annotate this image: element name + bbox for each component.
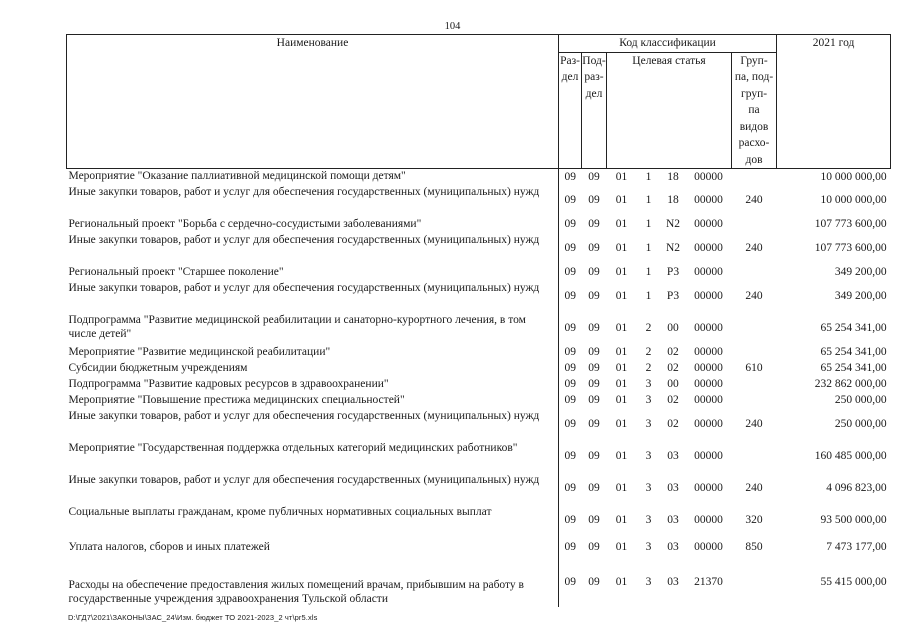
row-cs-event: N2	[665, 242, 681, 255]
row-cs-subprogram: 1	[645, 218, 652, 231]
row-cs-subprogram: 3	[645, 378, 652, 391]
row-razdel: 09	[559, 281, 582, 313]
table-row	[67, 345, 891, 361]
row-name: Иные закупки товаров, работ и услуг для обеспечения государственных (муниципальных) нужд	[68, 409, 540, 422]
row-cs-subprogram: 3	[645, 394, 652, 407]
row-razdel: 09	[559, 393, 582, 409]
row-expense-group	[732, 217, 777, 233]
row-cs-event: 00	[667, 378, 679, 391]
row-expense-group	[732, 441, 777, 473]
row-name: Подпрограмма "Развитие медицинской реабилитации и санаторно-курортного лечения, в том числе детей"	[68, 313, 526, 340]
row-cs-direction: 00000	[694, 541, 723, 554]
row-cs-subprogram: 2	[645, 322, 652, 335]
row-cs-program: 01	[615, 450, 628, 463]
row-cs-direction: 00000	[694, 346, 723, 359]
row-cs-event: 02	[667, 362, 679, 375]
budget-table	[66, 34, 891, 607]
row-cs-subprogram: 1	[645, 170, 652, 183]
row-cs-event: N2	[665, 218, 681, 231]
table-row	[67, 441, 891, 473]
table-body	[67, 169, 891, 607]
header-expense-group: Груп- па, под- груп- па видов расхо- дов	[732, 52, 777, 169]
row-expense-group: 240	[745, 482, 763, 495]
row-cs-program: 01	[615, 418, 628, 431]
row-cs-program: 01	[615, 170, 628, 183]
row-expense-group: 850	[745, 541, 763, 554]
row-podrazdel: 09	[588, 194, 600, 207]
row-razdel: 09	[559, 505, 582, 537]
row-expense-group: 320	[745, 514, 763, 527]
row-cs-program: 01	[615, 541, 628, 554]
table-row	[67, 361, 891, 377]
row-name: Мероприятие "Государственная поддержка отдельных категорий медицинских работников"	[68, 441, 518, 454]
row-cs-direction: 00000	[694, 266, 723, 279]
header-year: 2021 год	[777, 35, 891, 169]
row-cs-program: 01	[615, 576, 628, 589]
row-cs-subprogram: 1	[645, 242, 652, 255]
header-section: Раз- дел	[559, 52, 582, 169]
row-podrazdel: 09	[588, 290, 600, 303]
row-razdel: 09	[559, 441, 582, 473]
header-target-article: Целевая статья	[607, 52, 732, 169]
row-razdel: 09	[559, 345, 582, 361]
row-cs-direction: 00000	[694, 362, 723, 375]
row-cs-direction: 00000	[694, 218, 723, 231]
row-cs-direction: 00000	[694, 450, 723, 463]
row-cs-program: 01	[615, 322, 628, 335]
row-cs-program: 01	[615, 266, 628, 279]
row-name: Подпрограмма "Развитие кадровых ресурсов в здравоохранении"	[68, 377, 389, 390]
row-amount: 93 500 000,00	[820, 514, 887, 527]
row-cs-subprogram: 1	[645, 266, 652, 279]
table-row	[67, 377, 891, 393]
row-cs-subprogram: 2	[645, 362, 652, 375]
row-expense-group: 240	[745, 418, 763, 431]
row-razdel: 09	[559, 169, 582, 185]
table-row	[67, 217, 891, 233]
table-row	[67, 559, 891, 607]
row-name: Уплата налогов, сборов и иных платежей	[68, 541, 270, 554]
row-cs-subprogram: 1	[645, 194, 652, 207]
header-subsection: Под- раз- дел	[582, 52, 607, 169]
row-cs-event: 02	[667, 346, 679, 359]
row-cs-subprogram: 2	[645, 346, 652, 359]
row-cs-subprogram: 3	[645, 418, 652, 431]
row-expense-group	[732, 377, 777, 393]
row-expense-group	[732, 345, 777, 361]
table-row	[67, 537, 891, 559]
row-name: Региональный проект "Старшее поколение"	[68, 265, 284, 278]
row-razdel: 09	[559, 217, 582, 233]
row-podrazdel: 09	[588, 541, 600, 554]
table-row	[67, 505, 891, 537]
row-cs-event: 03	[667, 514, 679, 527]
row-cs-program: 01	[615, 378, 628, 391]
row-cs-subprogram: 3	[645, 482, 652, 495]
row-podrazdel: 09	[588, 394, 600, 407]
row-cs-direction: 00000	[694, 290, 723, 303]
row-podrazdel: 09	[588, 576, 600, 589]
row-podrazdel: 09	[588, 242, 600, 255]
row-cs-direction: 00000	[694, 242, 723, 255]
row-amount: 55 415 000,00	[820, 576, 887, 589]
row-cs-event: 03	[667, 482, 679, 495]
row-cs-direction: 00000	[694, 482, 723, 495]
row-cs-event: 03	[667, 450, 679, 463]
row-razdel: 09	[559, 409, 582, 441]
row-razdel: 09	[559, 537, 582, 559]
row-amount: 107 773 600,00	[814, 242, 887, 255]
table-row	[67, 233, 891, 265]
header-classification: Код классификации	[559, 35, 777, 53]
row-amount: 7 473 177,00	[826, 541, 887, 554]
row-cs-event: 02	[667, 394, 679, 407]
row-cs-program: 01	[615, 346, 628, 359]
row-expense-group: 240	[745, 242, 763, 255]
row-amount: 65 254 341,00	[820, 346, 887, 359]
row-amount: 349 200,00	[834, 290, 887, 303]
row-amount: 250 000,00	[834, 418, 887, 431]
row-cs-program: 01	[615, 194, 628, 207]
row-expense-group	[732, 393, 777, 409]
header-name: Наименование	[67, 35, 559, 169]
row-cs-event: P3	[666, 290, 680, 303]
row-podrazdel: 09	[588, 418, 600, 431]
row-cs-event: 18	[667, 170, 679, 183]
page-number: 104	[444, 21, 461, 32]
table-row	[67, 313, 891, 345]
row-name: Иные закупки товаров, работ и услуг для обеспечения государственных (муниципальных) нужд	[68, 233, 540, 246]
row-amount: 250 000,00	[834, 394, 887, 407]
row-razdel: 09	[559, 377, 582, 393]
row-cs-direction: 00000	[694, 170, 723, 183]
row-name: Иные закупки товаров, работ и услуг для обеспечения государственных (муниципальных) нужд	[68, 185, 540, 198]
row-razdel: 09	[559, 233, 582, 265]
row-razdel: 09	[559, 185, 582, 217]
file-path-footer: D:\ГД7\2021\ЗАКОНЫ\ЗАС_24\Изм. бюджет ТО 2021-2023_2 чт\pr5.xls	[68, 613, 318, 622]
row-amount: 65 254 341,00	[820, 362, 887, 375]
row-cs-direction: 00000	[694, 194, 723, 207]
row-name: Мероприятие "Развитие медицинской реабилитации"	[68, 345, 331, 358]
row-podrazdel: 09	[588, 218, 600, 231]
row-expense-group: 240	[745, 194, 763, 207]
row-cs-direction: 00000	[694, 378, 723, 391]
row-amount: 232 862 000,00	[814, 378, 887, 391]
row-name: Иные закупки товаров, работ и услуг для обеспечения государственных (муниципальных) нужд	[68, 473, 540, 486]
table-row	[67, 393, 891, 409]
row-name: Мероприятие "Повышение престижа медицинских специальностей"	[68, 393, 405, 406]
row-cs-direction: 00000	[694, 514, 723, 527]
row-expense-group	[732, 265, 777, 281]
row-cs-direction: 00000	[694, 322, 723, 335]
row-podrazdel: 09	[588, 346, 600, 359]
row-expense-group	[732, 169, 777, 185]
row-razdel: 09	[559, 559, 582, 607]
row-amount: 65 254 341,00	[820, 322, 887, 335]
row-cs-event: 18	[667, 194, 679, 207]
row-razdel: 09	[559, 313, 582, 345]
row-name: Региональный проект "Борьба с сердечно-сосудистыми заболеваниями"	[68, 217, 422, 230]
row-cs-program: 01	[615, 218, 628, 231]
row-cs-program: 01	[615, 242, 628, 255]
row-expense-group	[732, 313, 777, 345]
table-row	[67, 409, 891, 441]
row-cs-program: 01	[615, 290, 628, 303]
row-cs-direction: 00000	[694, 418, 723, 431]
row-cs-subprogram: 1	[645, 290, 652, 303]
row-cs-subprogram: 3	[645, 450, 652, 463]
table-row	[67, 281, 891, 313]
row-amount: 10 000 000,00	[820, 194, 887, 207]
table-header	[67, 35, 891, 169]
row-name: Расходы на обеспечение предоставления жилых помещений врачам, прибывшим на работу в государственные учреждения здравоохранения Тульской области	[68, 578, 524, 605]
row-razdel: 09	[559, 265, 582, 281]
row-amount: 107 773 600,00	[814, 218, 887, 231]
row-expense-group: 610	[745, 362, 763, 375]
row-cs-direction: 00000	[694, 394, 723, 407]
row-podrazdel: 09	[588, 450, 600, 463]
row-name: Социальные выплаты гражданам, кроме публичных нормативных социальных выплат	[68, 505, 492, 518]
table-row	[67, 185, 891, 217]
row-cs-program: 01	[615, 514, 628, 527]
row-podrazdel: 09	[588, 266, 600, 279]
row-amount: 4 096 823,00	[826, 482, 887, 495]
row-expense-group: 240	[745, 290, 763, 303]
row-cs-subprogram: 3	[645, 576, 652, 589]
row-cs-subprogram: 3	[645, 541, 652, 554]
row-cs-event: 02	[667, 418, 679, 431]
row-podrazdel: 09	[588, 170, 600, 183]
row-cs-event: P3	[666, 266, 680, 279]
row-cs-program: 01	[615, 394, 628, 407]
row-cs-event: 03	[667, 576, 679, 589]
row-cs-event: 03	[667, 541, 679, 554]
row-amount: 10 000 000,00	[820, 170, 887, 183]
row-podrazdel: 09	[588, 482, 600, 495]
row-cs-event: 00	[667, 322, 679, 335]
row-name: Иные закупки товаров, работ и услуг для обеспечения государственных (муниципальных) нужд	[68, 281, 540, 294]
row-razdel: 09	[559, 473, 582, 505]
row-expense-group	[732, 559, 777, 607]
table-row	[67, 169, 891, 185]
row-podrazdel: 09	[588, 322, 600, 335]
row-cs-subprogram: 3	[645, 514, 652, 527]
row-name: Мероприятие "Оказание паллиативной медицинской помощи детям"	[68, 170, 406, 182]
row-podrazdel: 09	[588, 362, 600, 375]
table-row	[67, 265, 891, 281]
row-cs-direction: 21370	[694, 576, 723, 589]
row-amount: 349 200,00	[834, 266, 887, 279]
row-cs-program: 01	[615, 362, 628, 375]
row-name: Субсидии бюджетным учреждениям	[68, 361, 248, 374]
row-podrazdel: 09	[588, 514, 600, 527]
row-amount: 160 485 000,00	[814, 450, 887, 463]
table-row	[67, 473, 891, 505]
row-podrazdel: 09	[588, 378, 600, 391]
row-razdel: 09	[559, 361, 582, 377]
row-cs-program: 01	[615, 482, 628, 495]
